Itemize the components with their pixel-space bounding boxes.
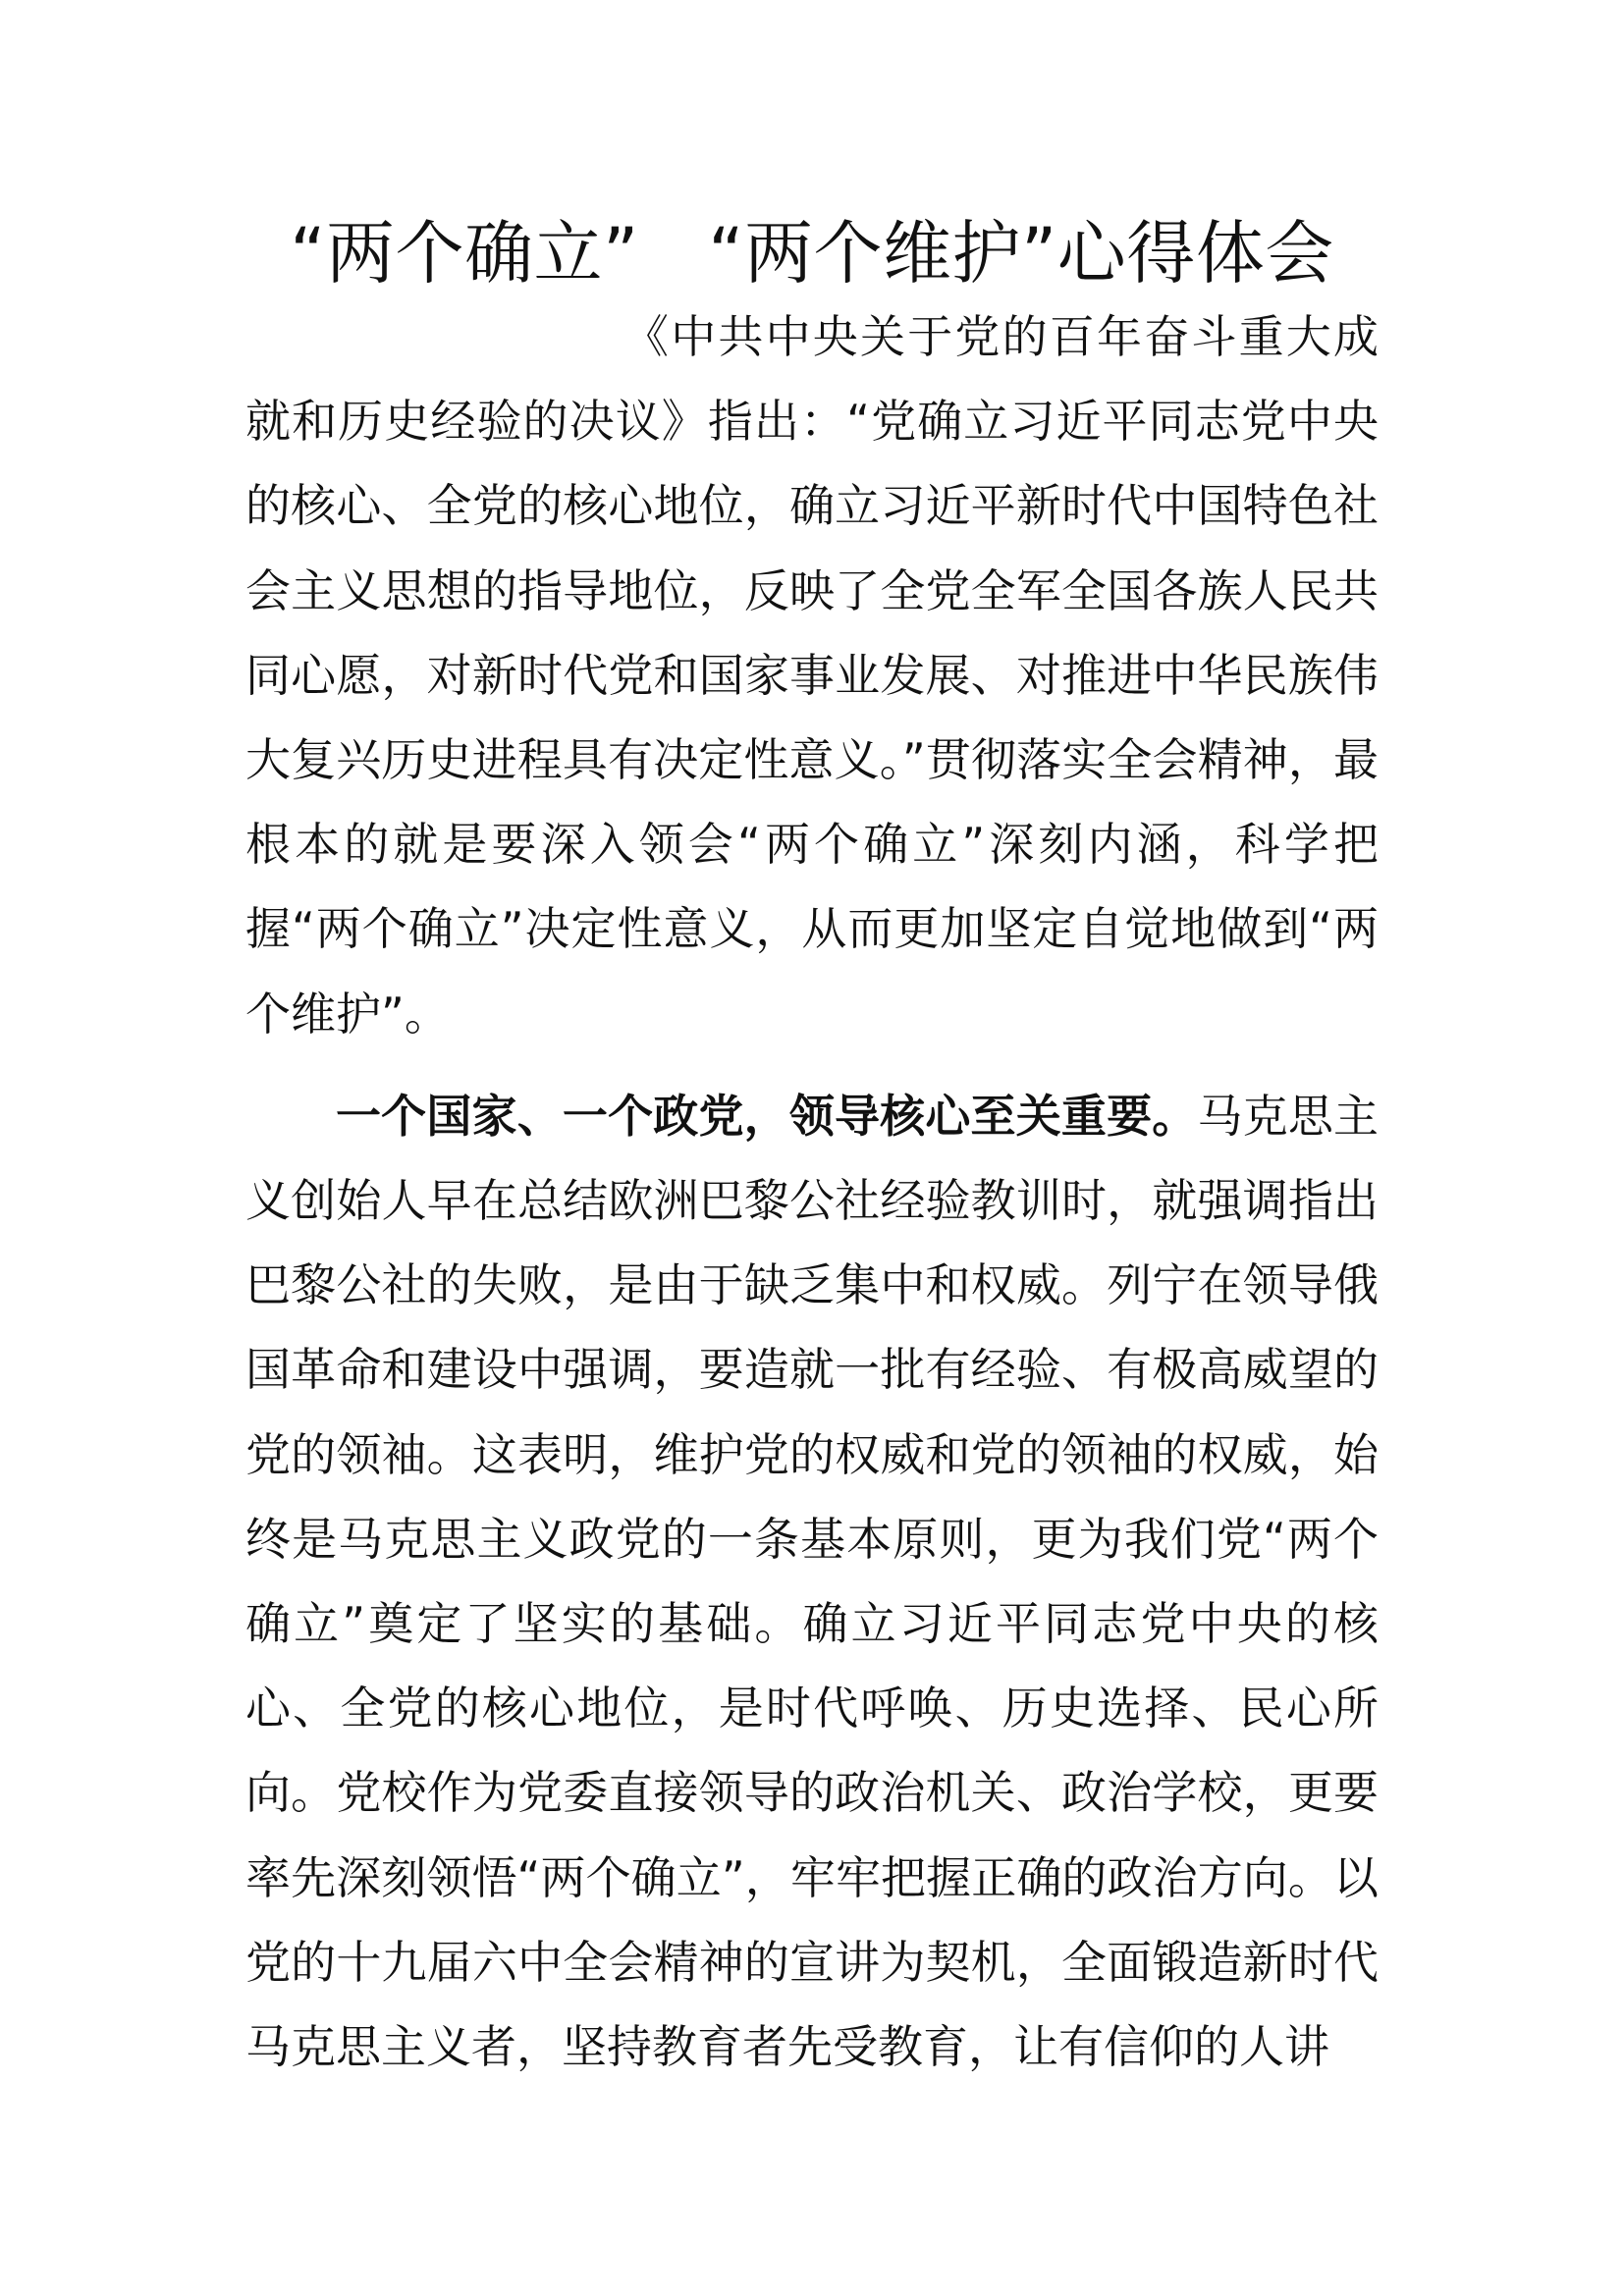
paragraph-2-body: 马克思主义创始人早在总结欧洲巴黎公社经验教训时，就强调指出巴黎公社的失败，是由于缺乏集中和权威。列宁在领导俄国革命和建设中强调，要造就一批有经验、有极高威望的党的领袖。这表明，维护党的权威和党的领袖的权威，始终是马克思主义政党的一条基本原则，更为我们党“两个确立”奠定了坚实的基础。确立习近平同志党中央的核心、全党的核心地位，是时代呼唤、历史选择、民心所向。党校作为党委直接领导的政治机关、政治学校，更要率先深刻领悟“两个确立”，牢牢把握正确的政治方向。以党的十九届六中全会精神的宣讲为契机，全面锻造新时代马克思主义者，坚持教育者先受教育，让有信仰的人讲 (245, 1089, 1380, 2074)
paragraph-2 (245, 1074, 1379, 2089)
paragraph-2-lead: 一个国家、一个政党，领导核心至关重要。 (336, 1089, 1198, 1143)
document-body (245, 294, 1379, 2089)
paragraph-1: 《中共中央关于党的百年奋斗重大成就和历史经验的决议》指出：“党确立习近平同志党中央的核心、全党的核心地位，确立习近平新时代中国特色社会主义思想的指导地位，反映了全党全军全国各族人民共同心愿，对新时代党和国家事业发展、对推进中华民族伟大复兴历史进程具有决定性意义。”贯彻落实全会精神，最根本的就是要深入领会“两个确立”深刻内涵，科学把握“两个确立”决定性意义，从而更加坚定自觉地做到“两个维护”。 (245, 310, 1379, 1041)
document-title: “两个确立” “两个维护”心得体会 (290, 213, 1334, 294)
